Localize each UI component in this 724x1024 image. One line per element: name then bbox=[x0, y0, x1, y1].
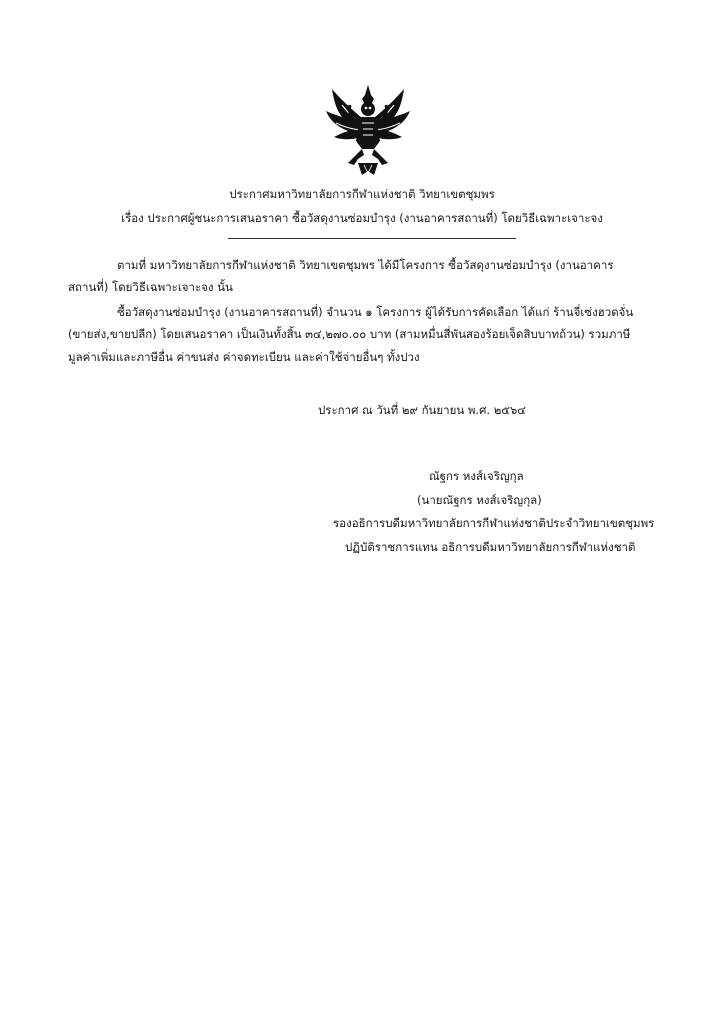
announcement-date: ประกาศ ณ วันที่ ๒๙ กันยายน พ.ศ. ๒๕๖๔ bbox=[318, 403, 526, 417]
paragraph2-line1: ซื้อวัสดุงานซ่อมบำรุง (งานอาคารสถานที่) จำนวน ๑ โครงการ ผู้ได้รับการคัดเลือก ได้แก่ ร้านจี่เซ่งฮวดจั่น bbox=[117, 305, 634, 319]
garuda-emblem-icon bbox=[318, 83, 418, 178]
announcement-header: ประกาศมหาวิทยาลัยการกีฬาแห่งชาติ วิทยาเขตชุมพร bbox=[229, 187, 495, 201]
paragraph2-line2: (ขายส่ง,ขายปลีก) โดยเสนอราคา เป็นเงินทั้งสิ้น ๓๔,๒๗๐.๐๐ บาท (สามหมื่นสี่พันสองร้อยเจ็ดสิบบาทถ้วน) รวมภาษี bbox=[68, 327, 631, 341]
header-divider bbox=[228, 238, 516, 239]
paragraph1-line2: สถานที่) โดยวิธีเฉพาะเจาะจง นั้น bbox=[68, 280, 233, 294]
signature-acting-title: ปฏิบัติราชการแทน อธิการบดีมหาวิทยาลัยการกีฬาแห่งชาติ bbox=[345, 540, 636, 554]
signature-name: ณัฐกร หงส์เจริญกุล bbox=[429, 469, 524, 483]
paragraph1-line1: ตามที่ มหาวิทยาลัยการกีฬาแห่งชาติ วิทยาเขตชุมพร ได้มีโครงการ ซื้อวัสดุงานซ่อมบำรุง (งานอาคาร bbox=[117, 258, 614, 272]
paragraph2-line3: มูลค่าเพิ่มและภาษีอื่น ค่าขนส่ง ค่าจดทะเบียน และค่าใช้จ่ายอื่นๆ ทั้งปวง bbox=[68, 350, 420, 364]
signature-title: รองอธิการบดีมหาวิทยาลัยการกีฬาแห่งชาติประจำวิทยาเขตชุมพร bbox=[333, 516, 655, 530]
announcement-subject: เรื่อง ประกาศผู้ชนะการเสนอราคา ซื้อวัสดุงานซ่อมบำรุง (งานอาคารสถานที่) โดยวิธีเฉพาะเจาะจง bbox=[121, 211, 603, 225]
signature-full-name: (นายณัฐกร หงส์เจริญกุล) bbox=[417, 493, 542, 507]
